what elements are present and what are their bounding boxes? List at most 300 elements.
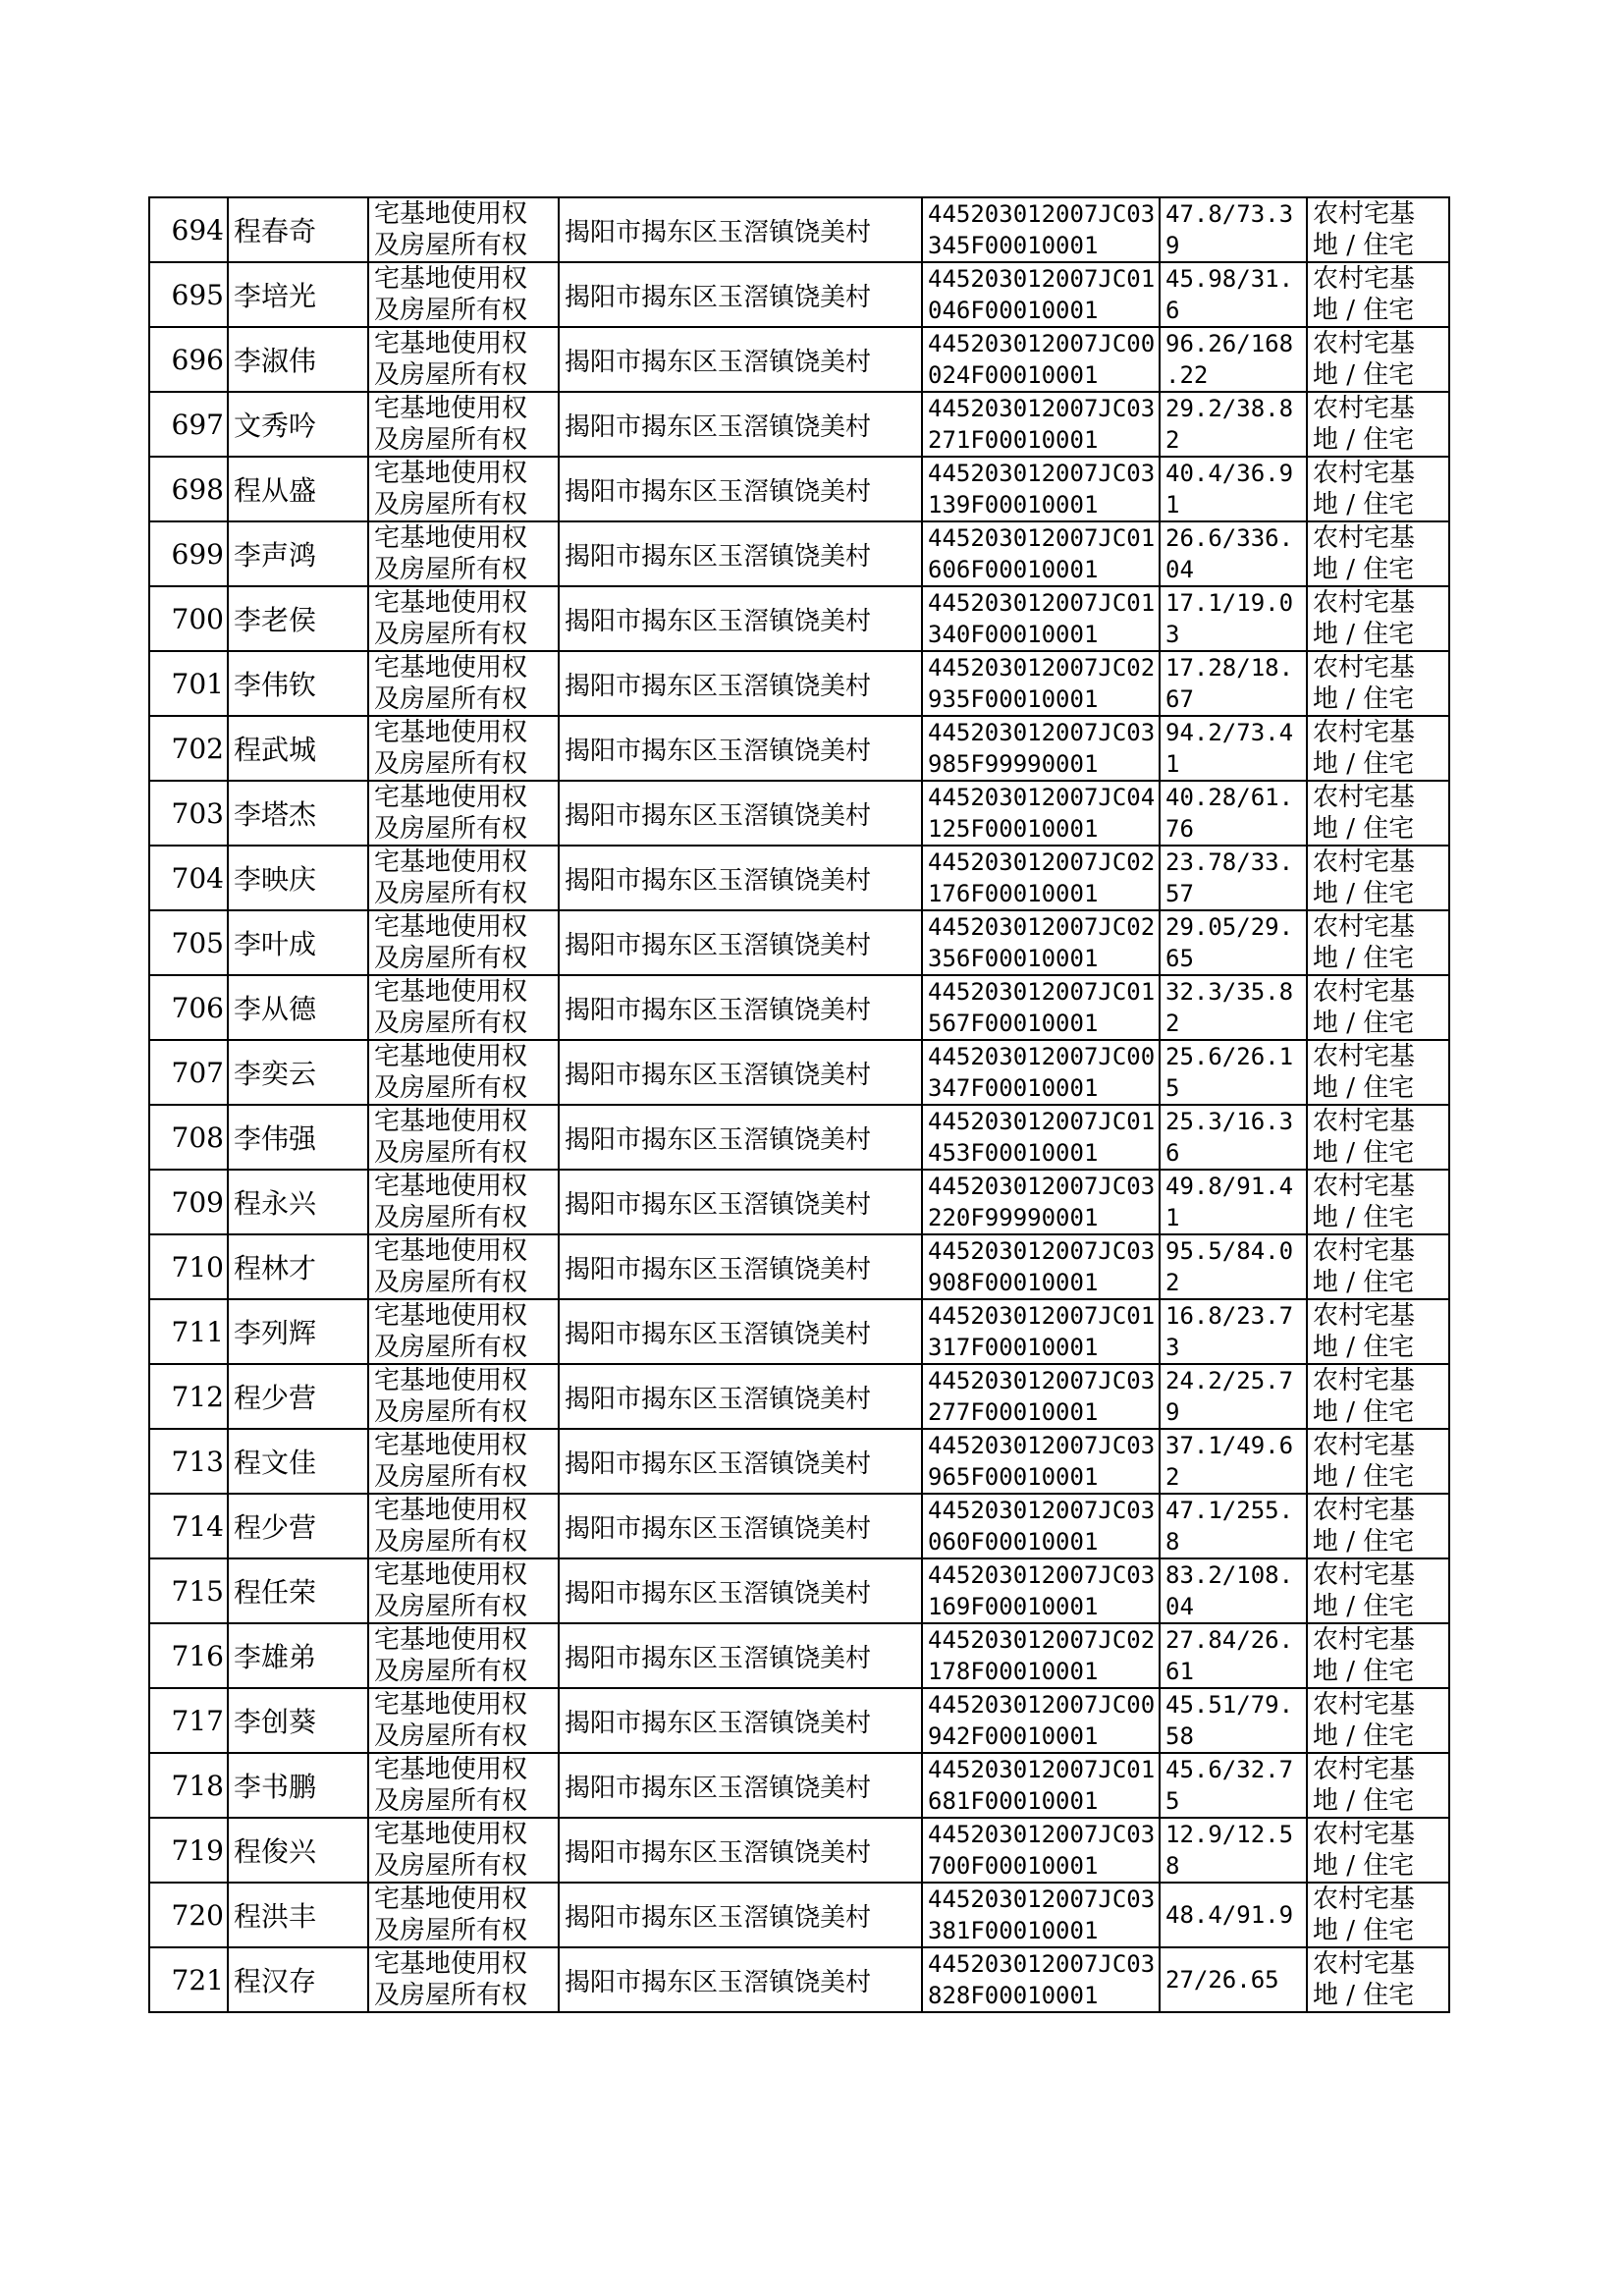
cell-location[interactable]: 揭阳市揭东区玉滘镇饶美村 [559,1753,922,1818]
cell-row-number[interactable]: 716 [149,1623,228,1688]
cell-area[interactable] [1160,262,1307,327]
cell-right-type[interactable] [368,1429,559,1494]
cell-parcel-code[interactable] [922,1818,1160,1883]
cell-parcel-code-line: 445203012007JC03 [928,1237,1156,1265]
cell-area[interactable] [1160,1623,1307,1688]
cell-land-use[interactable] [1307,1494,1449,1558]
cell-land-use-line: 农村宅基 [1313,718,1416,747]
cell-land-use[interactable] [1307,1753,1449,1818]
cell-parcel-code[interactable] [922,1753,1160,1818]
cell-land-use[interactable] [1307,1105,1449,1170]
cell-area[interactable] [1160,197,1307,262]
cell-row-number[interactable]: 721 [149,1947,228,2012]
cell-right-type[interactable] [368,1105,559,1170]
cell-land-use[interactable] [1307,262,1449,327]
cell-land-use-line: 地 / 住宅 [1313,296,1415,325]
cell-parcel-code-line: 024F00010001 [928,361,1099,389]
cell-area-line: 9 [1165,232,1180,259]
cell-land-use[interactable] [1307,586,1449,651]
cell-land-use-line: 地 / 住宅 [1313,1721,1415,1751]
cell-land-use[interactable] [1307,1234,1449,1299]
cell-right-type-line: 宅基地使用权 [374,977,528,1007]
table-row [149,1947,1449,2012]
cell-area[interactable] [1160,1040,1307,1105]
cell-row-number[interactable]: 719 [149,1818,228,1883]
cell-right-type-line: 宅基地使用权 [374,912,528,942]
table-row [149,781,1449,846]
cell-right-type-line: 宅基地使用权 [374,1236,528,1266]
cell-right-type-line: 及房屋所有权 [374,1333,528,1362]
cell-area-line: 17.28/18. [1165,654,1294,682]
cell-parcel-code-line: 681F00010001 [928,1787,1099,1815]
cell-area-line: 04 [1165,1593,1194,1620]
table-row [149,1818,1449,1883]
cell-owner-name[interactable]: 程少营 [228,1494,368,1558]
cell-parcel-code[interactable] [922,1170,1160,1234]
cell-area-line: 2 [1165,426,1180,454]
cell-land-use-line: 农村宅基 [1313,1949,1416,1979]
cell-area-line: 47.8/73.3 [1165,200,1294,228]
cell-land-use-line: 地 / 住宅 [1313,231,1415,260]
cell-parcel-code-line: 445203012007JC03 [928,200,1156,228]
cell-area-line: 26.6/336. [1165,524,1294,552]
cell-owner-name[interactable]: 李创葵 [228,1688,368,1753]
cell-location[interactable]: 揭阳市揭东区玉滘镇饶美村 [559,975,922,1040]
cell-area-line: 3 [1165,1334,1180,1361]
cell-parcel-code[interactable] [922,651,1160,716]
cell-right-type-line: 宅基地使用权 [374,1107,528,1136]
cell-area[interactable] [1160,327,1307,392]
cell-right-type[interactable] [368,1558,559,1623]
cell-row-number[interactable]: 703 [149,781,228,846]
cell-right-type-line: 及房屋所有权 [374,1138,528,1168]
cell-right-type-line: 及房屋所有权 [374,1786,528,1816]
cell-owner-name[interactable]: 李列辉 [228,1299,368,1364]
cell-land-use[interactable] [1307,197,1449,262]
cell-area-line: 5 [1165,1787,1180,1815]
cell-row-number[interactable]: 715 [149,1558,228,1623]
cell-location[interactable]: 揭阳市揭东区玉滘镇饶美村 [559,197,922,262]
cell-parcel-code[interactable] [922,1494,1160,1558]
cell-owner-name[interactable]: 程文佳 [228,1429,368,1494]
cell-owner-name[interactable]: 程武城 [228,716,368,781]
cell-location[interactable]: 揭阳市揭东区玉滘镇饶美村 [559,1429,922,1494]
cell-parcel-code[interactable] [922,716,1160,781]
cell-area[interactable] [1160,521,1307,586]
cell-parcel-code-line: 445203012007JC03 [928,1173,1156,1200]
cell-land-use-line: 地 / 住宅 [1313,490,1415,519]
cell-land-use-line: 农村宅基 [1313,588,1416,618]
cell-parcel-code[interactable] [922,1623,1160,1688]
cell-owner-name[interactable]: 程从盛 [228,457,368,521]
cell-location[interactable]: 揭阳市揭东区玉滘镇饶美村 [559,586,922,651]
cell-right-type[interactable] [368,781,559,846]
cell-area-line: 83.2/108. [1165,1561,1294,1589]
cell-location[interactable]: 揭阳市揭东区玉滘镇饶美村 [559,1299,922,1364]
cell-right-type[interactable] [368,1753,559,1818]
cell-land-use-line: 农村宅基 [1313,199,1416,229]
table-row [149,1494,1449,1558]
table-row [149,716,1449,781]
cell-parcel-code[interactable] [922,1558,1160,1623]
cell-area[interactable] [1160,1299,1307,1364]
cell-row-number[interactable]: 697 [149,392,228,457]
cell-area[interactable] [1160,975,1307,1040]
cell-parcel-code[interactable] [922,1105,1160,1170]
cell-owner-name[interactable]: 程春奇 [228,197,368,262]
cell-land-use[interactable] [1307,392,1449,457]
cell-owner-name[interactable]: 程俊兴 [228,1818,368,1883]
cell-owner-name[interactable]: 李淑伟 [228,327,368,392]
cell-parcel-code-line: 453F00010001 [928,1139,1099,1167]
cell-row-number[interactable]: 701 [149,651,228,716]
cell-row-number[interactable]: 704 [149,846,228,910]
cell-area-line: 25.3/16.3 [1165,1108,1294,1135]
table-row [149,521,1449,586]
cell-right-type[interactable] [368,327,559,392]
cell-row-number[interactable]: 699 [149,521,228,586]
cell-area-line: 40.4/36.9 [1165,460,1294,487]
cell-land-use[interactable] [1307,910,1449,975]
cell-area[interactable] [1160,910,1307,975]
cell-land-use[interactable] [1307,1818,1449,1883]
cell-area-line: 9 [1165,1398,1180,1426]
cell-right-type[interactable] [368,521,559,586]
cell-area-line: 47.1/255. [1165,1497,1294,1524]
cell-right-type-line: 宅基地使用权 [374,588,528,618]
cell-owner-name[interactable]: 李奕云 [228,1040,368,1105]
cell-parcel-code-line: 445203012007JC01 [928,265,1156,293]
cell-land-use[interactable] [1307,781,1449,846]
cell-area[interactable] [1160,1883,1307,1947]
cell-area[interactable] [1160,586,1307,651]
cell-row-number[interactable]: 709 [149,1170,228,1234]
cell-area[interactable] [1160,1494,1307,1558]
cell-area-line: 67 [1165,685,1194,713]
cell-land-use[interactable] [1307,1040,1449,1105]
cell-land-use[interactable] [1307,327,1449,392]
cell-parcel-code[interactable] [922,1688,1160,1753]
cell-location[interactable]: 揭阳市揭东区玉滘镇饶美村 [559,716,922,781]
cell-location[interactable]: 揭阳市揭东区玉滘镇饶美村 [559,846,922,910]
cell-land-use-line: 农村宅基 [1313,912,1416,942]
cell-right-type-line: 及房屋所有权 [374,1527,528,1557]
cell-right-type[interactable] [368,586,559,651]
cell-owner-name[interactable]: 程洪丰 [228,1883,368,1947]
cell-parcel-code-line: 445203012007JC01 [928,1302,1156,1330]
cell-owner-name[interactable]: 程永兴 [228,1170,368,1234]
cell-area[interactable] [1160,1364,1307,1429]
cell-land-use-line: 地 / 住宅 [1313,1073,1415,1103]
cell-parcel-code[interactable] [922,327,1160,392]
cell-row-number[interactable]: 718 [149,1753,228,1818]
table-row [149,1364,1449,1429]
cell-area[interactable] [1160,1688,1307,1753]
cell-row-number[interactable]: 708 [149,1105,228,1170]
cell-area-line: 1 [1165,1204,1180,1231]
cell-land-use-line: 地 / 住宅 [1313,1397,1415,1427]
cell-location[interactable]: 揭阳市揭东区玉滘镇饶美村 [559,651,922,716]
table-row [149,1040,1449,1105]
cell-parcel-code-line: 445203012007JC00 [928,1691,1156,1719]
cell-right-type[interactable] [368,262,559,327]
table-row [149,846,1449,910]
cell-location[interactable]: 揭阳市揭东区玉滘镇饶美村 [559,262,922,327]
cell-row-number[interactable]: 717 [149,1688,228,1753]
cell-right-type[interactable] [368,457,559,521]
cell-parcel-code[interactable] [922,781,1160,846]
cell-land-use[interactable] [1307,457,1449,521]
cell-land-use-line: 农村宅基 [1313,459,1416,488]
cell-right-type-line: 宅基地使用权 [374,1496,528,1525]
cell-owner-name[interactable]: 李雄弟 [228,1623,368,1688]
cell-land-use[interactable] [1307,1364,1449,1429]
cell-land-use[interactable] [1307,1688,1449,1753]
cell-area-line: 45.98/31. [1165,265,1294,293]
cell-row-number[interactable]: 696 [149,327,228,392]
cell-parcel-code-line: 985F99990001 [928,750,1099,778]
cell-right-type[interactable] [368,1234,559,1299]
cell-row-number[interactable]: 694 [149,197,228,262]
cell-parcel-code-line: 445203012007JC02 [928,913,1156,941]
cell-land-use[interactable] [1307,1170,1449,1234]
cell-right-type[interactable] [368,846,559,910]
cell-row-number[interactable]: 705 [149,910,228,975]
cell-owner-name[interactable]: 李叶成 [228,910,368,975]
cell-right-type-line: 宅基地使用权 [374,1690,528,1720]
cell-parcel-code-line: 445203012007JC03 [928,719,1156,746]
cell-owner-name[interactable]: 李塔杰 [228,781,368,846]
cell-land-use[interactable] [1307,1883,1449,1947]
cell-row-number[interactable]: 720 [149,1883,228,1947]
cell-row-number[interactable]: 711 [149,1299,228,1364]
cell-land-use[interactable] [1307,1299,1449,1364]
cell-right-type[interactable] [368,197,559,262]
cell-parcel-code[interactable] [922,846,1160,910]
cell-row-number[interactable]: 714 [149,1494,228,1558]
cell-area[interactable] [1160,392,1307,457]
cell-land-use[interactable] [1307,521,1449,586]
cell-parcel-code[interactable] [922,1299,1160,1364]
cell-area-line: 17.1/19.0 [1165,589,1294,617]
cell-parcel-code-line: 700F00010001 [928,1852,1099,1880]
cell-right-type[interactable] [368,392,559,457]
cell-land-use[interactable] [1307,1429,1449,1494]
cell-area-line: 24.2/25.7 [1165,1367,1294,1394]
table-row [149,1883,1449,1947]
cell-area[interactable] [1160,1818,1307,1883]
cell-land-use-line: 农村宅基 [1313,1496,1416,1525]
cell-location[interactable]: 揭阳市揭东区玉滘镇饶美村 [559,1688,922,1753]
cell-right-type-line: 宅基地使用权 [374,1431,528,1460]
cell-row-number[interactable]: 702 [149,716,228,781]
cell-parcel-code-line: 445203012007JC01 [928,978,1156,1006]
cell-land-use-line: 农村宅基 [1313,394,1416,423]
cell-land-use[interactable] [1307,975,1449,1040]
cell-owner-name[interactable]: 程任荣 [228,1558,368,1623]
cell-parcel-code-line: 606F00010001 [928,556,1099,583]
cell-owner-name[interactable]: 李从德 [228,975,368,1040]
cell-right-type[interactable] [368,1947,559,2012]
cell-row-number[interactable]: 712 [149,1364,228,1429]
cell-area[interactable] [1160,651,1307,716]
cell-right-type[interactable] [368,716,559,781]
cell-location[interactable]: 揭阳市揭东区玉滘镇饶美村 [559,1364,922,1429]
cell-right-type[interactable] [368,1040,559,1105]
cell-area[interactable] [1160,1234,1307,1299]
cell-land-use[interactable] [1307,1558,1449,1623]
cell-right-type[interactable] [368,1299,559,1364]
cell-land-use-line: 农村宅基 [1313,1560,1416,1590]
cell-location[interactable]: 揭阳市揭东区玉滘镇饶美村 [559,1818,922,1883]
cell-row-number[interactable]: 706 [149,975,228,1040]
cell-owner-name[interactable]: 李映庆 [228,846,368,910]
cell-owner-name[interactable]: 李培光 [228,262,368,327]
cell-parcel-code[interactable] [922,1947,1160,2012]
cell-parcel-code-line: 277F00010001 [928,1398,1099,1426]
cell-parcel-code[interactable] [922,910,1160,975]
cell-owner-name[interactable]: 李声鸿 [228,521,368,586]
cell-land-use-line: 地 / 住宅 [1313,1138,1415,1168]
cell-land-use-line: 农村宅基 [1313,1107,1416,1136]
cell-area-line: 27.84/26. [1165,1626,1294,1654]
cell-land-use[interactable] [1307,846,1449,910]
cell-row-number[interactable]: 695 [149,262,228,327]
cell-parcel-code[interactable] [922,1429,1160,1494]
cell-area[interactable] [1160,1753,1307,1818]
cell-area[interactable] [1160,1558,1307,1623]
cell-location[interactable]: 揭阳市揭东区玉滘镇饶美村 [559,910,922,975]
cell-land-use-line: 农村宅基 [1313,523,1416,553]
cell-location[interactable]: 揭阳市揭东区玉滘镇饶美村 [559,521,922,586]
cell-parcel-code-line: 169F00010001 [928,1593,1099,1620]
cell-land-use[interactable] [1307,716,1449,781]
cell-right-type[interactable] [368,651,559,716]
cell-parcel-code[interactable] [922,457,1160,521]
cell-owner-name[interactable]: 李书鹏 [228,1753,368,1818]
cell-location[interactable]: 揭阳市揭东区玉滘镇饶美村 [559,1623,922,1688]
cell-land-use-line: 农村宅基 [1313,1366,1416,1395]
cell-land-use[interactable] [1307,651,1449,716]
cell-right-type[interactable] [368,1818,559,1883]
cell-parcel-code-line: 356F00010001 [928,945,1099,972]
cell-parcel-code-line: 317F00010001 [928,1334,1099,1361]
cell-area[interactable] [1160,781,1307,846]
cell-parcel-code[interactable] [922,1364,1160,1429]
cell-parcel-code[interactable] [922,1040,1160,1105]
cell-area[interactable] [1160,457,1307,521]
cell-owner-name[interactable]: 文秀吟 [228,392,368,457]
cell-right-type[interactable] [368,910,559,975]
cell-row-number[interactable]: 707 [149,1040,228,1105]
cell-parcel-code[interactable] [922,586,1160,651]
cell-parcel-code[interactable] [922,262,1160,327]
cell-land-use-line: 地 / 住宅 [1313,1916,1415,1945]
cell-owner-name[interactable]: 李伟钦 [228,651,368,716]
table-row [149,1558,1449,1623]
cell-right-type[interactable] [368,1494,559,1558]
cell-location[interactable]: 揭阳市揭东区玉滘镇饶美村 [559,1947,922,2012]
cell-location[interactable]: 揭阳市揭东区玉滘镇饶美村 [559,1105,922,1170]
cell-land-use-line: 地 / 住宅 [1313,1657,1415,1686]
cell-owner-name[interactable]: 程少营 [228,1364,368,1429]
cell-location[interactable]: 揭阳市揭东区玉滘镇饶美村 [559,1494,922,1558]
cell-right-type-line: 宅基地使用权 [374,1301,528,1331]
cell-row-number[interactable]: 713 [149,1429,228,1494]
cell-parcel-code[interactable] [922,197,1160,262]
cell-land-use-line: 农村宅基 [1313,847,1416,877]
cell-location[interactable]: 揭阳市揭东区玉滘镇饶美村 [559,1558,922,1623]
cell-right-type[interactable] [368,1364,559,1429]
cell-area[interactable] [1160,1105,1307,1170]
table-row [149,1234,1449,1299]
cell-parcel-code-line: 445203012007JC03 [928,1432,1156,1459]
cell-parcel-code[interactable] [922,521,1160,586]
cell-parcel-code-line: 445203012007JC02 [928,1626,1156,1654]
cell-area[interactable] [1160,1429,1307,1494]
cell-parcel-code-line: 445203012007JC02 [928,654,1156,682]
cell-parcel-code[interactable] [922,1234,1160,1299]
cell-land-use-line: 地 / 住宅 [1313,1592,1415,1621]
cell-area[interactable] [1160,716,1307,781]
cell-land-use[interactable] [1307,1623,1449,1688]
cell-location[interactable]: 揭阳市揭东区玉滘镇饶美村 [559,1170,922,1234]
cell-right-type-line: 及房屋所有权 [374,1009,528,1038]
cell-right-type[interactable] [368,1170,559,1234]
cell-land-use-line: 农村宅基 [1313,1755,1416,1784]
cell-location[interactable]: 揭阳市揭东区玉滘镇饶美村 [559,392,922,457]
cell-land-use[interactable] [1307,1947,1449,2012]
cell-location[interactable]: 揭阳市揭东区玉滘镇饶美村 [559,457,922,521]
cell-right-type[interactable] [368,975,559,1040]
cell-location[interactable]: 揭阳市揭东区玉滘镇饶美村 [559,1883,922,1947]
cell-parcel-code[interactable] [922,1883,1160,1947]
cell-area-line: 12.9/12.5 [1165,1821,1294,1848]
cell-parcel-code[interactable] [922,392,1160,457]
cell-area-line: 1 [1165,750,1180,778]
cell-right-type-line: 宅基地使用权 [374,394,528,423]
cell-owner-name[interactable]: 李老侯 [228,586,368,651]
cell-location[interactable]: 揭阳市揭东区玉滘镇饶美村 [559,781,922,846]
cell-owner-name[interactable]: 程林才 [228,1234,368,1299]
cell-right-type[interactable] [368,1688,559,1753]
cell-right-type-line: 及房屋所有权 [374,555,528,584]
cell-area[interactable] [1160,846,1307,910]
cell-parcel-code-line: 445203012007JC00 [928,330,1156,357]
cell-owner-name[interactable]: 李伟强 [228,1105,368,1170]
table-row [149,1688,1449,1753]
cell-right-type[interactable] [368,1623,559,1688]
cell-parcel-code-line: 125F00010001 [928,815,1099,843]
cell-location[interactable]: 揭阳市揭东区玉滘镇饶美村 [559,1040,922,1105]
cell-parcel-code-line: 567F00010001 [928,1010,1099,1037]
cell-row-number[interactable]: 710 [149,1234,228,1299]
cell-land-use-line: 地 / 住宅 [1313,1203,1415,1232]
cell-owner-name[interactable]: 程汉存 [228,1947,368,2012]
cell-location[interactable]: 揭阳市揭东区玉滘镇饶美村 [559,327,922,392]
table-row [149,586,1449,651]
cell-area[interactable] [1160,1170,1307,1234]
cell-row-number[interactable]: 698 [149,457,228,521]
cell-row-number[interactable]: 700 [149,586,228,651]
cell-area[interactable] [1160,1947,1307,2012]
cell-location[interactable]: 揭阳市揭东区玉滘镇饶美村 [559,1234,922,1299]
cell-land-use-line: 地 / 住宅 [1313,1268,1415,1297]
table-row [149,1429,1449,1494]
cell-land-use-line: 农村宅基 [1313,1431,1416,1460]
cell-parcel-code[interactable] [922,975,1160,1040]
cell-right-type[interactable] [368,1883,559,1947]
